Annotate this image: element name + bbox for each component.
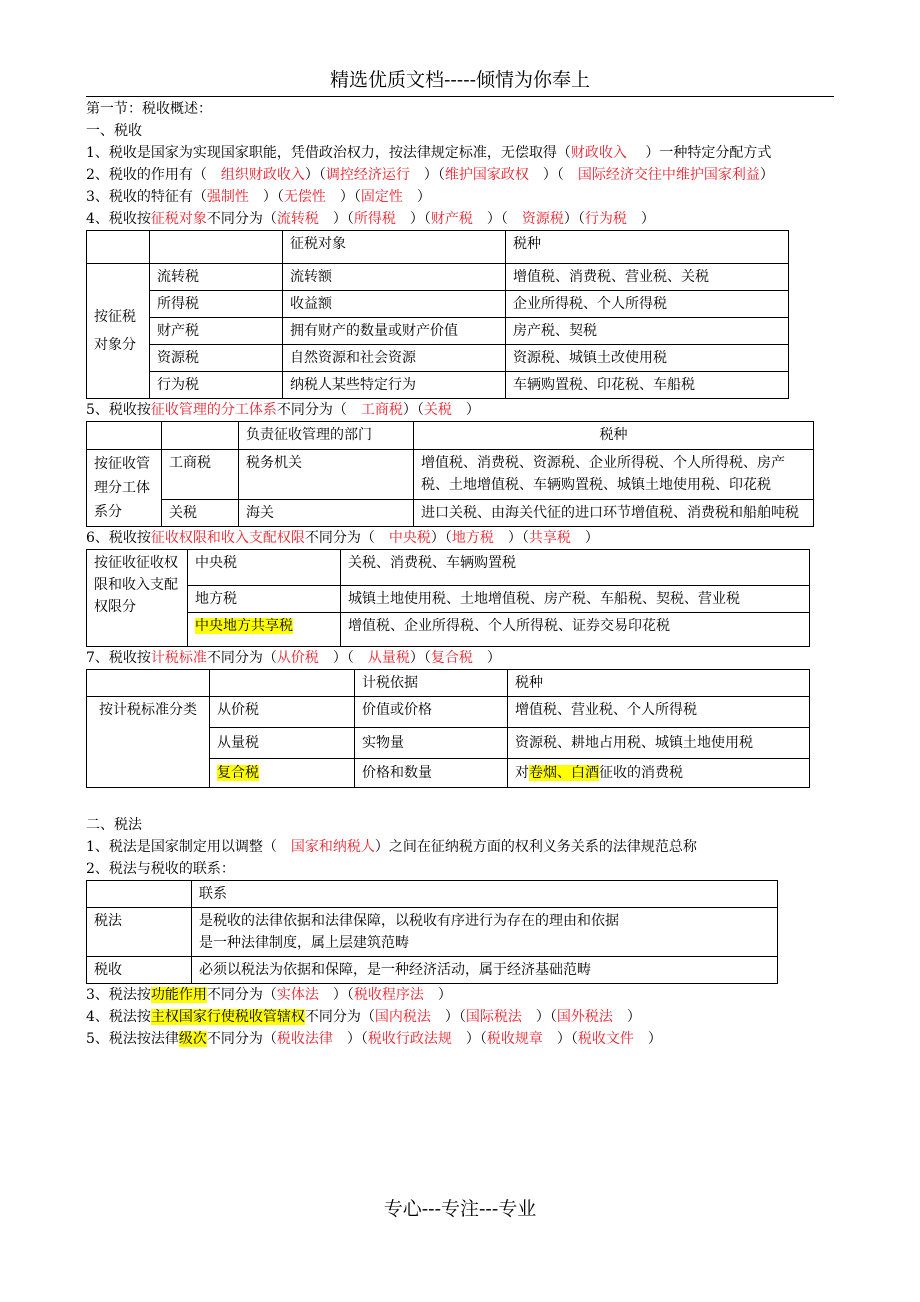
table-row: 行为税 纳税人某些特定行为 车辆购置税、印花税、车船税	[87, 372, 789, 399]
table-header: 计税依据	[355, 670, 508, 697]
table-row: 税收 必须以税法为依据和保障，是一种经济活动，属于经济基础范畴	[87, 957, 778, 984]
table-row: 从量税 实物量 资源税、耕地占用税、城镇土地使用税	[87, 728, 810, 759]
item-2-4: 4、税法按主权国家行使税收管辖权不同分为（国内税法 ）（国际税法 ）（国外税法 ）	[86, 1009, 641, 1025]
table-row: 关税 海关 进口关税、由海关代征的进口环节增值税、消费税和船舶吨税	[87, 499, 814, 526]
table-row: 按征收征收权限和收入支配权限分 中央税 关税、消费税、车辆购置税	[87, 550, 810, 586]
item-2-1: 1、税法是国家制定用以调整（ 国家和纳税人）之间在征纳税方面的权利义务关系的法律规范总称	[86, 839, 697, 855]
table-row: 所得税 收益额 企业所得税、个人所得税	[87, 291, 789, 318]
table-header: 联系	[192, 881, 778, 908]
table-group-label: 按征收征收权限和收入支配权限分	[87, 550, 188, 647]
table-row: 中央地方共享税 增值税、企业所得税、个人所得税、证券交易印花税	[87, 613, 810, 647]
document-body	[86, 98, 836, 1050]
table-row: 按征收管理分工体系分 工商税 税务机关 增值税、消费税、资源税、企业所得税、个人所得税、房产税、土地增值税、车辆购置税、城镇土地使用税、印花税	[87, 450, 814, 500]
page-header: 精选优质文档-----倾情为你奉上	[86, 64, 834, 97]
table-group-label: 按征收管理分工体系分	[87, 450, 162, 527]
table-tax-standard	[86, 669, 810, 788]
item-2-5: 5、税法按法律级次不同分为（税收法律 ）（税收行政法规 ）（税收规章 ）（税收文件 ）	[86, 1031, 662, 1047]
table-header: 税种	[414, 422, 814, 450]
table-group-label: 按计税标准分类	[87, 697, 210, 788]
table-row: 按计税标准分类 从价税 价值或价格 增值税、营业税、个人所得税	[87, 697, 810, 728]
item-2-2: 2、税法与税收的联系：	[86, 861, 235, 877]
table-header: 征税对象	[283, 231, 506, 264]
table-row: 资源税 自然资源和社会资源 资源税、城镇土改使用税	[87, 345, 789, 372]
table-tax-object	[86, 230, 789, 399]
table-row	[87, 881, 778, 908]
item-1-3: 3、税收的特征有（强制性 ）（无偿性 ）（固定性 ）	[86, 189, 431, 205]
table-authority	[86, 549, 810, 647]
item-2-3: 3、税法按功能作用不同分为（实体法 ）（税收程序法 ）	[86, 987, 452, 1003]
table-row	[87, 231, 789, 264]
table-group-label: 按征税对象分	[87, 264, 150, 399]
table-row: 财产税 拥有财产的数量或财产价值 房产税、契税	[87, 318, 789, 345]
table-header: 税种	[508, 670, 810, 697]
table-header: 负责征收管理的部门	[239, 422, 414, 450]
part2-title: 二、税法	[86, 817, 142, 833]
page-footer: 专心---专注---专业	[383, 1198, 537, 1220]
table-row	[87, 670, 810, 697]
table-relation	[86, 880, 778, 984]
table-row: 税法 是税收的法律依据和法律保障，以税收有序进行为存在的理由和依据 是一种法律制度，属上层建筑范畴	[87, 908, 778, 957]
item-1-1: 1、税收是国家为实现国家职能，凭借政治权力，按法律规定标准，无偿取得（财政收入 ）一种特定分配方式	[86, 145, 772, 161]
item-1-5: 5、税收按征收管理的分工体系不同分为（ 工商税）（关税 ）	[86, 402, 480, 418]
item-1-6: 6、税收按征收权限和收入支配权限不同分为（ 中央税）（地方税 ）（共享税 ）	[86, 530, 599, 546]
item-1-4: 4、税收按征税对象不同分为（流转税 ）（所得税 ）（财产税 ）（ 资源税）（行为税 ）	[86, 211, 655, 227]
table-management	[86, 421, 814, 527]
part1-title: 一、税收	[86, 123, 142, 139]
table-row: 按征税对象分 流转税 流转额 增值税、消费税、营业税、关税	[87, 264, 789, 291]
item-1-7: 7、税收按计税标准不同分为（从价税 ）（ 从量税）（复合税 ）	[86, 650, 501, 666]
table-row: 复合税 价格和数量 对卷烟、白酒征收的消费税	[87, 759, 810, 788]
section-title: 第一节：税收概述：	[86, 101, 212, 117]
table-header: 税种	[506, 231, 789, 264]
table-row	[87, 422, 814, 450]
table-row: 地方税 城镇土地使用税、土地增值税、房产税、车船税、契税、营业税	[87, 586, 810, 613]
item-1-2: 2、税收的作用有（ 组织财政收入）（调控经济运行 ）（维护国家政权 ）（ 国际经济交往中维护国家利益）	[86, 167, 774, 183]
